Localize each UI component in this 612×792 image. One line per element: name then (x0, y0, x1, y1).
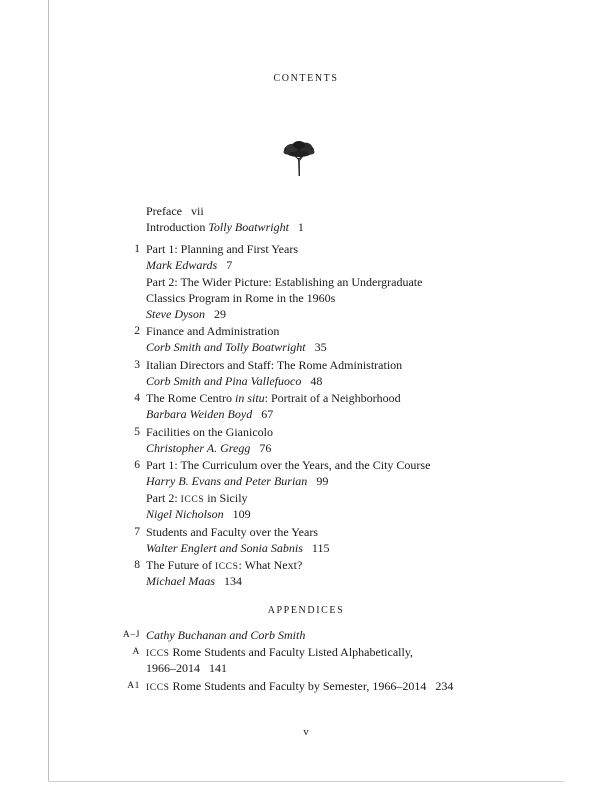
page-bottom-edge (48, 781, 564, 782)
appendix-title-continued (146, 660, 227, 676)
title-part: Rome Students and Faculty Listed Alphabetically, (169, 645, 414, 659)
chapter-title: Part 1: Planning and First Years (146, 242, 299, 256)
umbrella-pine-tree-icon (281, 138, 317, 178)
appendix-letter: A (132, 647, 140, 657)
chapter-number: 8 (134, 559, 140, 571)
chapter-number: 6 (134, 459, 140, 471)
chapter-title: Italian Directors and Staff: The Rome Administration (146, 358, 403, 372)
chapter-number: 1 (134, 243, 140, 255)
title-part: : Portrait of a Neighborhood (264, 391, 401, 405)
toc-entry-preface (146, 203, 204, 219)
appendix-author-line (146, 627, 305, 643)
chapter-author-line (146, 306, 226, 322)
title-italic: in situ (234, 391, 265, 405)
chapter-title: Part 1: The Curriculum over the Years, and the City Course (146, 458, 431, 472)
page-title: CONTENTS (273, 73, 339, 84)
chapter-number: 7 (134, 526, 140, 538)
chapter-author-line (146, 473, 328, 489)
entry-page: 76 (259, 441, 272, 455)
title-smallcaps: ICCS (214, 562, 239, 572)
entry-page: 115 (311, 541, 330, 555)
entry-author: Harry B. Evans and Peter Burian (146, 474, 308, 488)
title-part: Rome Students and Faculty by Semester, 1966–2014 (169, 679, 427, 693)
entry-page: 99 (316, 474, 329, 488)
entry-author: Cathy Buchanan and Corb Smith (146, 628, 306, 642)
chapter-title: Finance and Administration (146, 324, 280, 338)
page-left-edge (48, 0, 49, 782)
entry-page: 141 (209, 661, 227, 675)
entry-page: 234 (435, 679, 454, 693)
entry-author: Steve Dyson (146, 307, 205, 321)
chapter-title: Facilities on the Gianicolo (146, 425, 273, 439)
chapter-title-continued: Classics Program in Rome in the 1960s (146, 291, 336, 305)
entry-author: Corb Smith and Tolly Boatwright (146, 340, 306, 354)
title-part: in Sicily (204, 491, 248, 505)
toc-entry-introduction (146, 219, 304, 235)
entry-author: Tolly Boatwright (208, 220, 289, 234)
chapter-number: 2 (134, 325, 140, 337)
entry-author: Corb Smith and Pina Vallefuoco (146, 374, 302, 388)
appendices-heading: APPENDICES (267, 605, 345, 616)
chapter-number: 5 (134, 426, 140, 438)
chapter-author-line (146, 406, 273, 422)
entry-page: 48 (310, 374, 323, 388)
chapter-author-line (146, 506, 251, 522)
chapter-author-line (146, 339, 327, 355)
entry-author: Mark Edwards (146, 258, 218, 272)
entry-author: Nigel Nicholson (146, 507, 224, 521)
entry-page: 29 (213, 307, 226, 321)
title-part: The Future of (146, 558, 215, 572)
title-part: Part 2: (146, 491, 181, 505)
entry-title: Introduction (146, 220, 206, 234)
entry-author: Christopher A. Gregg (146, 441, 251, 455)
title-part: 1966–2014 (146, 661, 200, 675)
title-part: The Rome Centro (146, 391, 235, 405)
title-part: : What Next? (238, 558, 303, 572)
entry-page: 1 (297, 220, 304, 234)
chapter-title: Part 2: The Wider Picture: Establishing an Undergraduate (146, 275, 423, 289)
chapter-number: 4 (134, 392, 140, 404)
chapter-author-line (146, 573, 242, 589)
chapter-title (146, 390, 401, 406)
page-number: v (303, 726, 309, 738)
chapter-author-line (146, 257, 232, 273)
appendix-letter: A1 (127, 681, 140, 691)
entry-author: Walter Englert and Sonia Sabnis (146, 541, 303, 555)
entry-page: vii (190, 204, 204, 218)
entry-title: Preface (146, 204, 182, 218)
chapter-title: Students and Faculty over the Years (146, 525, 318, 539)
entry-page: 109 (232, 507, 251, 521)
title-smallcaps: ICCS (180, 495, 205, 505)
chapter-author-line (146, 540, 329, 556)
entry-page: 134 (223, 574, 242, 588)
chapter-author-line (146, 440, 271, 456)
chapter-author-line (146, 373, 322, 389)
chapter-number: 3 (134, 359, 140, 371)
title-smallcaps: ICCS (146, 683, 170, 693)
appendix-title (146, 678, 453, 696)
entry-page: 7 (226, 258, 233, 272)
entry-author: Michael Maas (146, 574, 215, 588)
title-smallcaps: ICCS (146, 649, 170, 659)
appendix-range: A–J (122, 630, 140, 640)
entry-page: 67 (261, 407, 274, 421)
entry-page: 35 (314, 340, 327, 354)
entry-author: Barbara Weiden Boyd (146, 407, 253, 421)
